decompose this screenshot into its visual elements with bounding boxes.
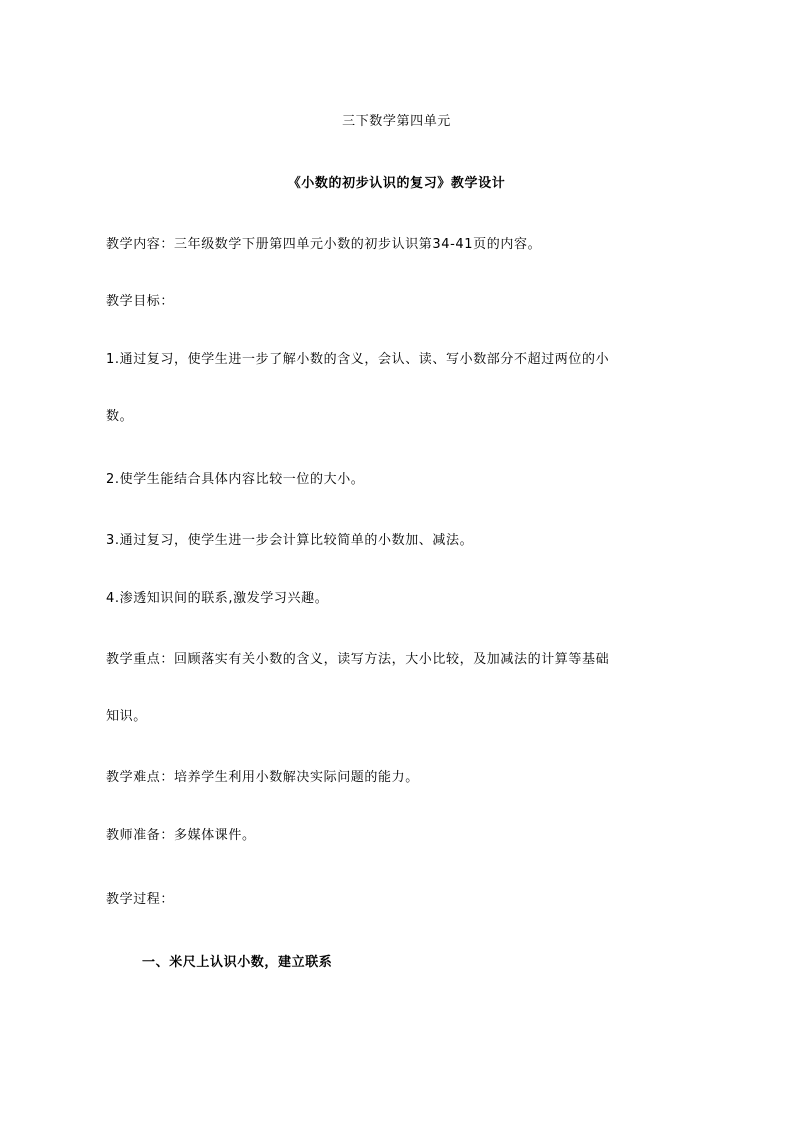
objective-3: 3.通过复习，使学生进一步会计算比较简单的小数加、减法。: [106, 533, 474, 548]
objectives-heading: 教学目标：: [106, 294, 175, 309]
objective-2: 2.使学生能结合具体内容比较一位的大小。: [106, 472, 365, 487]
teaching-content: 教学内容：三年级数学下册第四单元小数的初步认识第34-41页的内容。: [106, 237, 542, 252]
teacher-preparation: 教师准备：多媒体课件。: [106, 828, 256, 843]
key-points-line-2: 知识。: [106, 709, 147, 724]
section-1-heading: 一、米尺上认识小数，建立联系: [142, 955, 333, 970]
objective-1-line-2: 数。: [106, 409, 134, 424]
process-heading: 教学过程：: [106, 892, 175, 907]
key-points-line-1: 教学重点：回顾落实有关小数的含义，读写方法，大小比较，及加减法的计算等基础: [106, 652, 610, 667]
document-title: 三下数学第四单元: [342, 114, 451, 129]
document-subtitle: 《小数的初步认识的复习》教学设计: [287, 176, 506, 191]
teaching-difficulty: 教学难点：培养学生利用小数解决实际问题的能力。: [106, 770, 419, 785]
objective-4: 4.渗透知识间的联系,激发学习兴趣。: [106, 591, 329, 606]
objective-1-line-1: 1.通过复习，使学生进一步了解小数的含义，会认、读、写小数部分不超过两位的小: [106, 352, 610, 367]
